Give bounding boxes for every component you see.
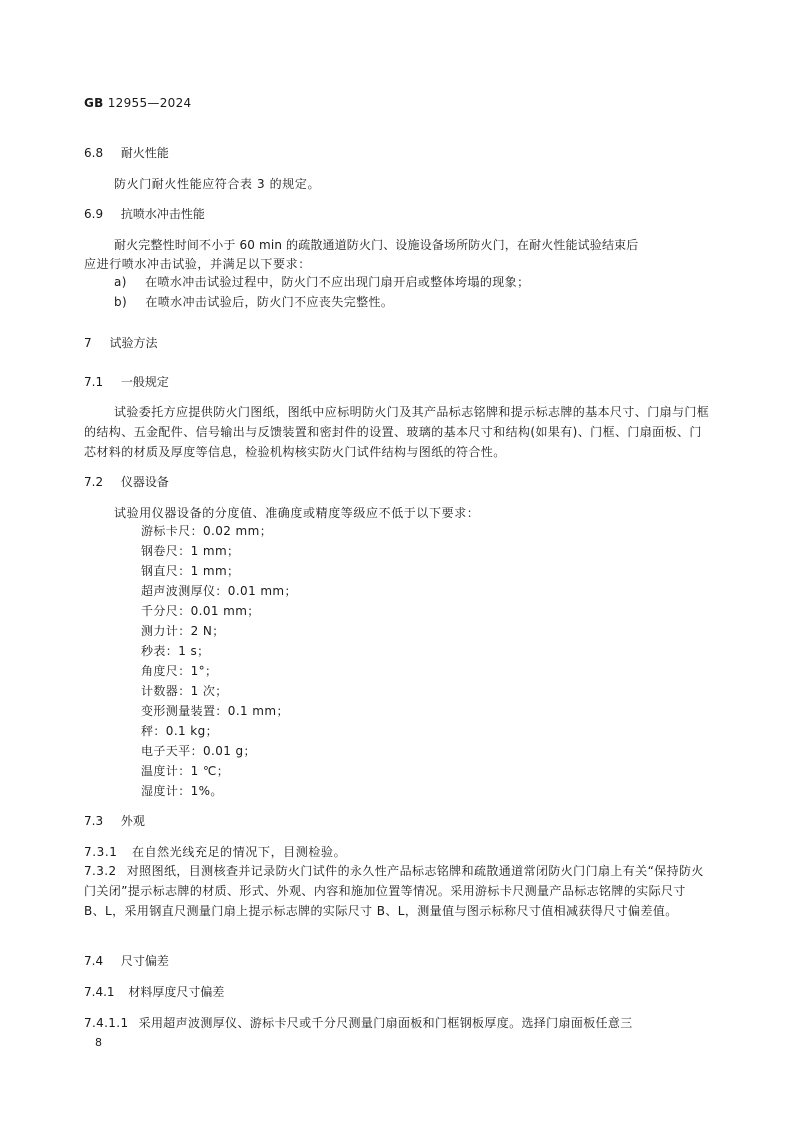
section-6-9-body-line2: 应进行喷水冲击试验，并满足以下要求：: [84, 257, 311, 271]
section-number: 7.3: [84, 814, 104, 828]
list-item: [114, 293, 393, 310]
subsection-number: 7.4.1.1: [84, 1016, 129, 1030]
instrument-item: 湿度计：1%。: [141, 784, 223, 798]
subsection-text: 对照图纸，目测核查并记录防火门试件的永久性产品标志铭牌和疏散通道常闭防火门门扇上有关“保持防火门关闭”提示标志牌的材质、形式、外观、内容和施加位置等情况。采用游标卡尺测量产品标志铭牌的实际尺寸 B、L，采用钢直尺测量门扇上提示标志牌的实际尺寸 B、L，测量值与图示标称尺寸值相减获得尺寸偏差值。: [84, 864, 704, 918]
section-7-1-heading: [84, 373, 169, 390]
standard-code: 12955—2024: [107, 96, 192, 110]
standard-prefix: GB: [84, 96, 104, 110]
section-number: 6.8: [84, 146, 104, 160]
instrument-item: 千分尺：0.01 mm；: [141, 604, 260, 618]
instrument-item: 游标卡尺：0.02 mm；: [141, 524, 273, 538]
section-title: 仪器设备: [120, 475, 169, 489]
instrument-item: 电子天平：0.01 g；: [141, 744, 256, 758]
section-7-4-1-1: [84, 1014, 633, 1031]
section-7-2-intro: 试验用仪器设备的分度值、准确度或精度等级应不低于以下要求：: [114, 506, 480, 520]
section-number: 6.9: [84, 207, 104, 221]
subsection-text: 采用超声波测厚仪、游标卡尺或千分尺测量门扇面板和门框钢板厚度。选择门扇面板任意三: [138, 1016, 633, 1030]
section-7-3-2: [84, 861, 710, 921]
section-7-1-body: 试验委托方应提供防火门图纸，图纸中应标明防火门及其产品标志铭牌和提示标志牌的基本尺寸、门扇与门框的结构、五金配件、信号输出与反馈装置和密封件的设置、玻璃的基本尺寸和结构(如果有)、门框、门扇面板、门芯材料的材质及厚度等信息，检验机构核实防火门试件结构与图纸的符合性。: [84, 405, 710, 459]
list-marker: a): [114, 275, 127, 289]
section-7-4-heading: [84, 952, 169, 969]
subsection-number: 7.3.1: [84, 845, 118, 859]
section-title: 尺寸偏差: [120, 954, 169, 968]
instrument-item: 超声波测厚仪：0.01 mm；: [141, 584, 297, 598]
subsection-text: 在自然光线充足的情况下，目测检验。: [131, 845, 347, 859]
page-number: 8: [95, 1036, 102, 1049]
section-title: 耐火性能: [120, 146, 169, 160]
list-text: 在喷水冲击试验后，防火门不应丧失完整性。: [145, 295, 394, 309]
section-6-9-body-line1: 耐火完整性时间不小于 60 min 的疏散通道防火门、设施设备场所防火门，在耐火性能试验结束后: [114, 238, 639, 252]
section-7-heading: [84, 334, 157, 351]
instrument-item: 计数器：1 次；: [141, 684, 228, 698]
section-7-2-heading: [84, 473, 169, 490]
section-number: 7.1: [84, 375, 104, 389]
instrument-item: 秒表：1 s；: [141, 644, 210, 658]
section-number: 7: [84, 336, 92, 350]
section-number: 7.4: [84, 954, 104, 968]
list-text: 在喷水冲击试验过程中，防火门不应出现门扇开启或整体垮塌的现象；: [145, 275, 530, 289]
section-title: 一般规定: [120, 375, 169, 389]
subsection-title: 材料厚度尺寸偏差: [128, 985, 225, 999]
section-title: 试验方法: [109, 336, 158, 350]
section-6-9-heading: [84, 205, 205, 222]
list-marker: b): [114, 295, 128, 309]
instrument-item: 角度尺：1°；: [141, 664, 218, 678]
section-7-3-1: [84, 843, 346, 860]
instrument-item: 温度计：1 ℃；: [141, 764, 230, 778]
subsection-number: 7.4.1: [84, 985, 115, 999]
section-title: 抗喷水冲击性能: [120, 207, 205, 221]
section-7-4-1-heading: [84, 983, 224, 1000]
instrument-item: 测力计：2 N；: [141, 624, 225, 638]
section-number: 7.2: [84, 475, 104, 489]
instrument-item: 变形测量装置：0.1 mm；: [141, 704, 289, 718]
list-item: [114, 273, 529, 290]
section-7-3-heading: [84, 812, 145, 829]
subsection-number: 7.3.2: [84, 864, 117, 878]
standard-number: [84, 96, 191, 110]
section-6-8-heading: [84, 144, 169, 161]
section-title: 外观: [120, 814, 145, 828]
instrument-item: 钢卷尺：1 mm；: [141, 544, 240, 558]
section-6-8-body: 防火门耐火性能应符合表 3 的规定。: [114, 177, 321, 191]
instrument-item: 钢直尺：1 mm；: [141, 564, 240, 578]
instrument-item: 秤：0.1 kg；: [141, 724, 219, 738]
